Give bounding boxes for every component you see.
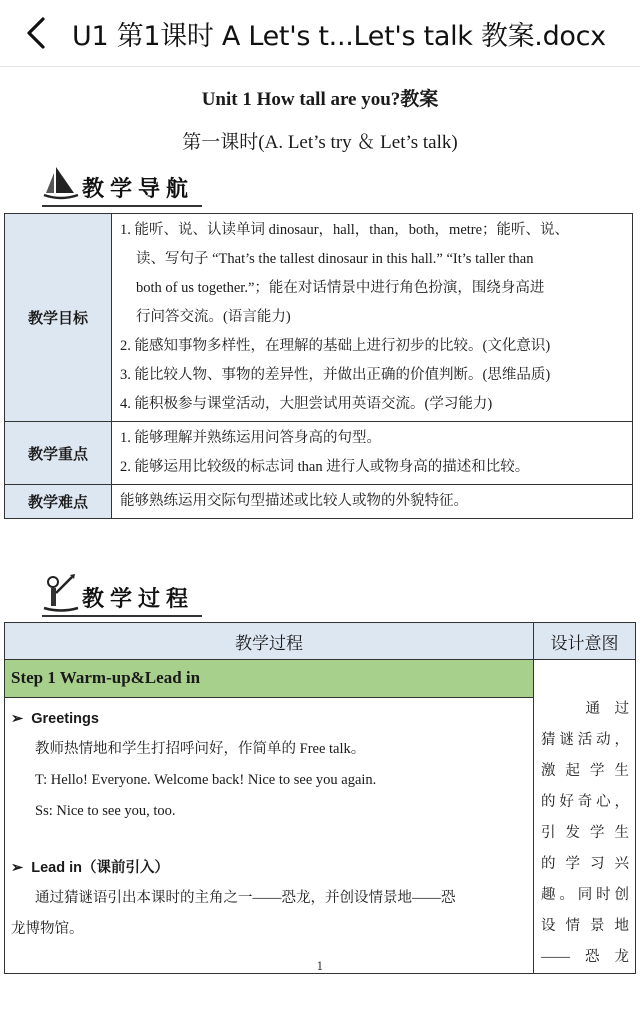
section-heading-text: 教学导航 — [82, 177, 195, 202]
table-row — [5, 422, 633, 485]
doc-subtitle: 第一课时(A. Let’s try ＆ Let’s talk) — [182, 132, 458, 153]
key-points-cell — [112, 422, 633, 485]
step-title: Step 1 Warm-up&Lead in — [5, 660, 534, 698]
leadin-heading — [11, 853, 525, 883]
column-header-intent: 设计意图 — [534, 623, 636, 660]
chevron-left-icon — [25, 16, 47, 50]
process-content — [5, 697, 534, 973]
text-line: 能够熟练运用交际句型描述或比较人或物的外貌特征。 — [120, 493, 468, 509]
design-intent-cell — [534, 660, 636, 974]
text-line: T: Hello! Everyone. Welcome back! Nice to see you again. — [35, 771, 377, 788]
intent-line: 通 过 — [585, 701, 629, 717]
table-row — [5, 660, 636, 698]
teaching-process-table — [4, 622, 636, 974]
table-row — [5, 485, 633, 519]
text-line: both of us together.”；能在对话情景中进行角色扮演，围绕身高进 — [136, 280, 545, 296]
intent-line: 激起学生 — [541, 763, 629, 779]
text-line: 教师热情地和学生打招呼问好，作简单的 Free talk。 — [35, 740, 366, 757]
key-points-label: 教学重点 — [5, 422, 112, 485]
text-line: 行问答交流。(语言能力) — [136, 309, 291, 325]
intent-line: 的好奇心， — [541, 794, 629, 810]
column-header-process: 教学过程 — [5, 623, 534, 660]
objectives-label: 教学目标 — [5, 214, 112, 422]
text-line: Ss: Nice to see you, too. — [35, 802, 176, 819]
teaching-navigation-table — [4, 213, 633, 519]
intent-line: 的学习兴 — [541, 856, 629, 872]
difficulty-cell — [112, 485, 633, 519]
sailboat-icon — [42, 163, 80, 203]
doc-title: Unit 1 How tall are you?教案 — [201, 89, 439, 110]
document-page — [0, 67, 640, 1025]
document-title-bar: U1 第1课时 A Let's t...Let's talk 教案.docx — [72, 20, 606, 52]
intent-line: 趣。同时创 — [541, 887, 629, 903]
intent-line: 设情景地 — [541, 918, 629, 934]
text-line: 龙博物馆。 — [11, 920, 84, 937]
text-line: 读、写句子 “That’s the tallest dinosaur in this hall.” “It’s taller than — [136, 251, 534, 267]
arrow-bullet-icon: ➢ — [11, 710, 32, 727]
section-heading-process — [42, 573, 194, 613]
text-line: 3. 能比较人物、事物的差异性，并做出正确的价值判断。(思维品质) — [120, 367, 551, 383]
greetings-title: Greetings — [31, 710, 99, 727]
arrow-bullet-icon: ➢ — [11, 859, 32, 876]
text-line: 2. 能感知事物多样性，在理解的基础上进行初步的比较。(文化意识) — [120, 338, 551, 354]
text-line: 4. 能积极参与课堂活动，大胆尝试用英语交流。(学习能力) — [120, 396, 493, 412]
section-heading-text: 教学过程 — [82, 587, 195, 612]
intent-line: 引发学生 — [541, 825, 629, 841]
back-button[interactable] — [0, 0, 72, 66]
table-row — [5, 214, 633, 422]
top-bar — [0, 0, 640, 67]
greetings-heading — [11, 704, 525, 734]
leadin-title: Lead in（课前引入） — [31, 859, 169, 876]
intent-line: 猜谜活动， — [541, 732, 629, 748]
text-line: 通过猜谜语引出本课时的主角之一——恐龙，并创设情景地——恐 — [35, 889, 456, 906]
intent-line: ——恐龙 — [541, 949, 629, 965]
difficulty-label: 教学难点 — [5, 485, 112, 519]
table-header-row — [5, 623, 636, 660]
page-number: 1 — [316, 960, 324, 973]
text-line: 1. 能听、说、认读单词 dinosaur，hall，than，both，metre；能听、说、 — [120, 222, 570, 238]
text-line: 2. 能够运用比较级的标志词 than 进行人或物身高的描述和比较。 — [120, 459, 530, 475]
text-line: 1. 能够理解并熟练运用问答身高的句型。 — [120, 430, 381, 446]
objectives-cell — [112, 214, 633, 422]
section-heading-navigation — [42, 163, 194, 203]
pencil-figure-icon — [42, 573, 80, 613]
